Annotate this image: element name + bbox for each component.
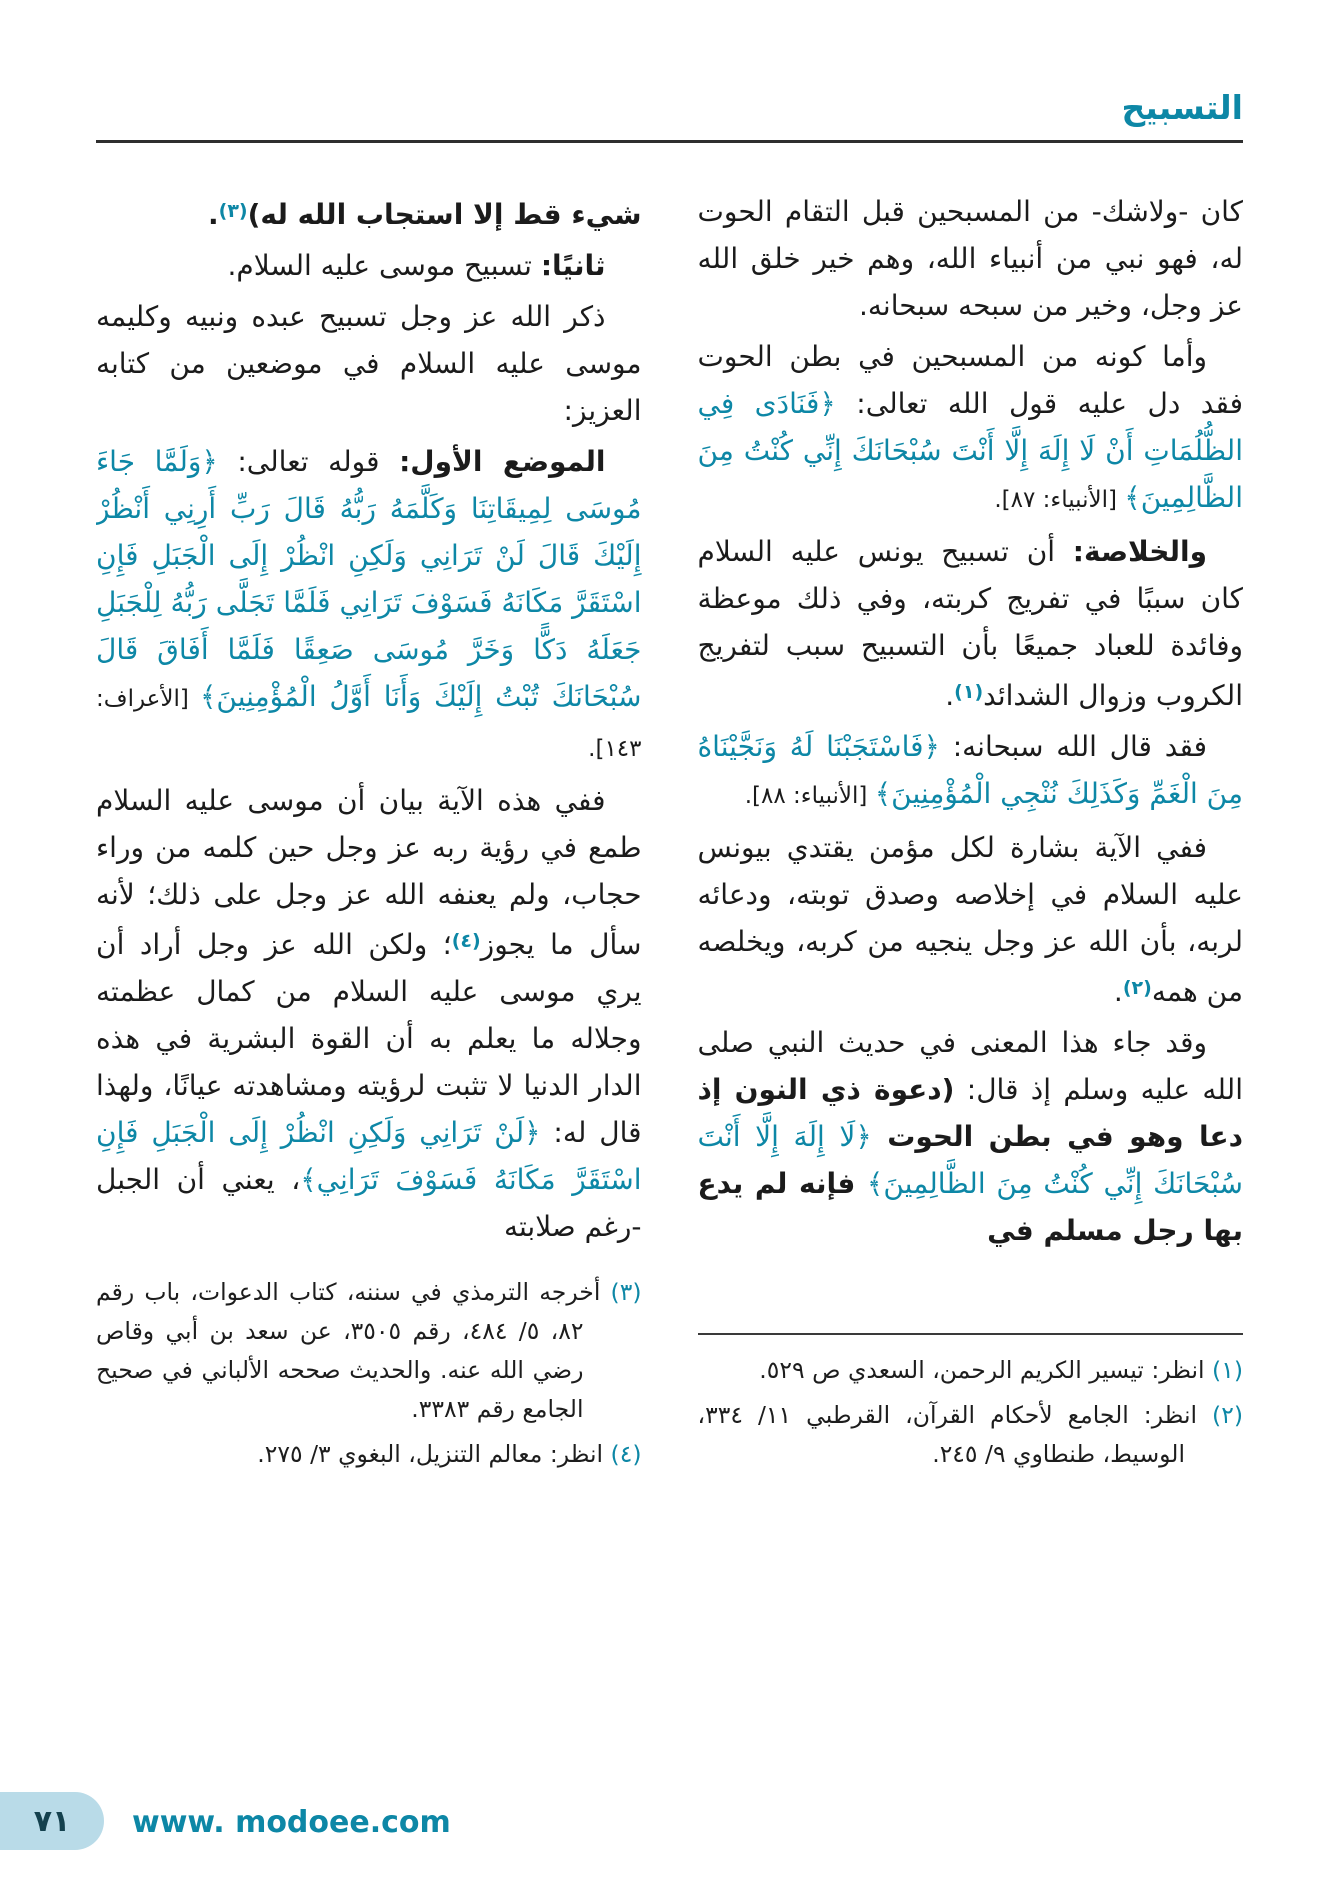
column-left [96,188,642,1480]
column-right [698,188,1244,1480]
text-run: ففي الآية بشارة لكل مؤمن يقتدي بيونس عليه السلام في إخلاصه وصدق توبته، ودعائه لربه، بأن الله عز وجل ينجيه من كربه، ويخلصه من همه [697,831,1243,1008]
bold-text-run: (دعوة ذي النون إذ دعا وهو في بطن الحوت [697,1073,1243,1153]
footnote [96,1273,642,1429]
footnote [698,1396,1244,1474]
footnote-text: أخرجه الترمذي في سننه، كتاب الدعوات، باب رقم ٨٢، ٥/ ٤٨٤، رقم ٣٥٠٥، عن سعد بن أبي وقاص رضي الله عنه. والحديث صححه الألباني في صحيح الجامع رقم ٣٣٨٣. [96,1278,611,1423]
text-run: . [1113,975,1123,1008]
footnote-marker: (٢) [1122,977,1152,999]
footnote-marker: (٣) [218,200,248,222]
footnote-text: انظر: معالم التنزيل، البغوي ٣/ ٢٧٥. [257,1440,611,1468]
quran-verse: ﴿فَاسْتَجَبْنَا لَهُ وَنَجَّيْنَاهُ مِنَ الْغَمِّ وَكَذَلِكَ نُنْجِي الْمُؤْمِنِينَ﴾ [697,730,1243,810]
verse-reference: [الأنبياء: ٨٨]. [744,783,875,809]
paragraph [698,824,1244,1015]
page-number-pill [0,1792,104,1850]
footnote-marker: (١) [954,681,984,703]
bold-text-run: فإنه لم يدع بها رجل مسلم في [697,1167,1243,1247]
footnotes-left [96,1273,642,1480]
bold-text-run: والخلاصة: [1072,535,1207,568]
footnote-number: (٤) [610,1440,642,1468]
paragraph [96,438,642,773]
footnote-marker: (٤) [451,930,481,952]
paragraph [698,333,1244,524]
footnote-text: انظر: تيسير الكريم الرحمن، السعدي ص ٥٢٩. [759,1356,1213,1384]
paragraph [96,293,642,434]
chapter-title: التسبيح [1121,88,1243,127]
paragraph [698,528,1244,719]
footnotes-right [698,1333,1244,1480]
text-run: وقد جاء هذا المعنى في حديث النبي صلى الله عليه وسلم إذ قال: [697,1026,1243,1106]
text-run: تسبيح موسى عليه السلام. [227,249,541,282]
paragraph [96,777,642,1250]
bold-text-run: الموضع الأول: [399,445,606,478]
footnote [698,1351,1244,1390]
verse-reference: [الأعراف: ١٤٣]. [96,686,642,762]
website-text: www. modoee.com [132,1805,451,1840]
text-run: ؛ ولكن الله عز وجل أراد أن يري موسى عليه السلام من كمال عظمته وجلاله ما يعلم به أن القوة البشرية في هذه الدار الدنيا لا تثبت لرؤيته ومشاهدته عيانًا، ولهذا قال له: [96,928,642,1149]
text-run: أن تسبيح يونس عليه السلام كان سببًا في تفريج كربته، وفي ذلك موعظة وفائدة للعباد جميعًا بأن التسبيح سبب لتفريج الكروب وزوال الشدائد [697,535,1243,712]
quran-verse: ﴿لَا إِلَهَ إِلَّا أَنْتَ سُبْحَانَكَ إِنِّي كُنْتُ مِنَ الظَّالِمِينَ﴾ [697,1120,1243,1200]
bold-text-run: . [207,198,219,231]
footnote-text: انظر: الجامع لأحكام القرآن، القرطبي ١١/ ٣٣٤، الوسيط، طنطاوي ٩/ ٢٤٥. [697,1401,1213,1468]
text-run: ، يعني أن الجبل -رغم صلابته [96,1163,642,1243]
page-header [96,90,1243,143]
paragraphs [698,188,1244,1258]
header-rule [96,140,1243,143]
paragraph [698,1019,1244,1254]
verse-reference: [الأنبياء: ٨٧]. [994,487,1125,513]
footnote [96,1435,642,1474]
bold-text-run: شيء قط إلا استجاب الله له) [247,198,642,231]
text-run: قوله تعالى: [217,445,400,478]
quran-verse: ﴿لَنْ تَرَانِي وَلَكِنِ انْظُرْ إِلَى الْجَبَلِ فَإِنِ اسْتَقَرَّ مَكَانَهُ فَسَوْفَ تَرَانِي﴾ [96,1116,642,1196]
text-run: ففي هذه الآية بيان أن موسى عليه السلام طمع في رؤية ربه عز وجل حين كلمه من وراء حجاب، ولم يعنفه الله عز وجل على ذلك؛ لأنه سأل ما يجوز [96,784,642,961]
text-run: ذكر الله عز وجل تسبيح عبده ونبيه وكليمه موسى عليه السلام في موضعين من كتابه العزيز: [96,300,642,427]
footnote-number: (٣) [610,1278,642,1306]
paragraph [698,723,1244,820]
text-run: . [945,679,955,712]
quran-verse: ﴿فَنَادَى فِي الظُّلُمَاتِ أَنْ لَا إِلَهَ إِلَّا أَنْتَ سُبْحَانَكَ إِنِّي كُنْتُ مِنَ الظَّالِمِينَ﴾ [697,387,1243,514]
text-run: كان -ولاشك- من المسبحين قبل التقام الحوت له، فهو نبي من أنبياء الله، وهم خير خلق الله عز وجل، وخير من سبحه سبحانه. [697,195,1243,322]
quran-verse: ﴿وَلَمَّا جَاءَ مُوسَى لِمِيقَاتِنَا وَكَلَّمَهُ رَبُّهُ قَالَ رَبِّ أَرِنِي أَنْظُرْ إِلَيْكَ قَالَ لَنْ تَرَانِي وَلَكِنِ انْظُرْ إِلَى الْجَبَلِ فَإِنِ اسْتَقَرَّ مَكَانَهُ فَسَوْفَ تَرَانِي فَلَمَّا تَجَلَّى رَبُّهُ لِلْجَبَلِ جَعَلَهُ دَكًّا وَخَرَّ مُوسَى صَعِقًا فَلَمَّا أَفَاقَ قَالَ سُبْحَانَكَ تُبْتُ إِلَيْكَ وَأَنَا أَوَّلُ الْمُؤْمِنِينَ﴾ [96,445,642,713]
paragraphs [96,188,642,1254]
text-run: وأما كونه من المسبحين في بطن الحوت فقد دل عليه قول الله تعالى: [697,340,1243,420]
page-number: ٧١ [33,1803,71,1839]
bold-text-run: ثانيًا: [540,249,606,282]
content-area [96,188,1243,1480]
paragraph [96,188,642,238]
paragraph [96,242,642,289]
text-run: فقد قال الله سبحانه: [939,730,1208,763]
footnote-number: (٢) [1212,1401,1243,1429]
footnote-number: (١) [1212,1356,1243,1384]
paragraph [698,188,1244,329]
